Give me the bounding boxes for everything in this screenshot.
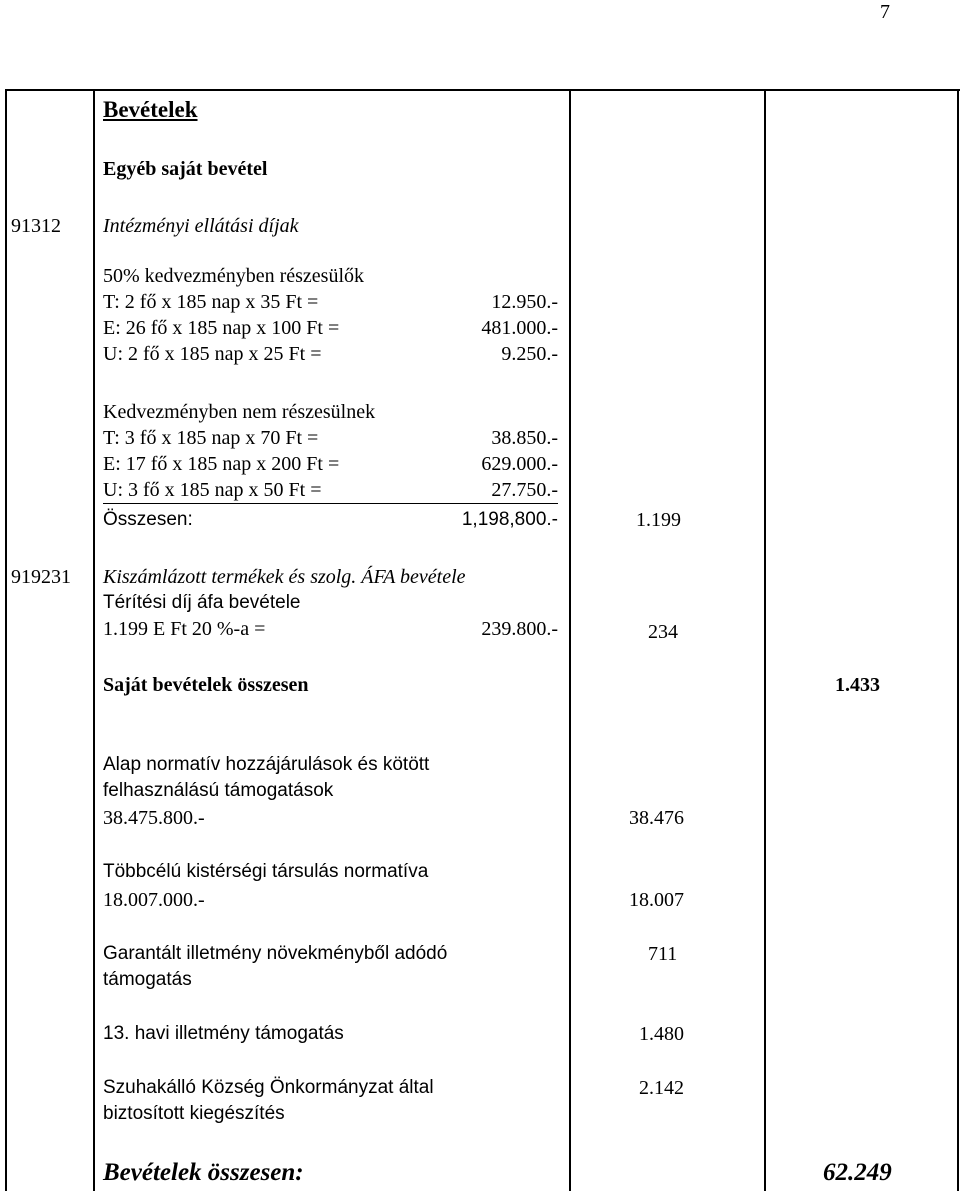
- discount-row-label: T: 2 fő x 185 nap x 35 Ft =: [103, 291, 319, 313]
- month13-label: 13. havi illetmény támogatás: [103, 1023, 344, 1044]
- total-thousand-ft: 1.199: [636, 509, 681, 531]
- page-number: 7: [880, 1, 890, 23]
- nodiscount-row-value: 27.750.-: [491, 479, 558, 501]
- discount-row-label: U: 2 fő x 185 nap x 25 Ft =: [103, 343, 322, 365]
- sum-underline: [103, 503, 558, 504]
- guaranteed-line-1: Garantált illetmény növekményből adódó: [103, 943, 448, 964]
- section-title: Bevételek: [103, 97, 198, 122]
- subregion-amount: 18.007.000.-: [103, 889, 205, 911]
- discount-row-value: 481.000.-: [481, 317, 558, 339]
- column-divider-1: [93, 91, 95, 1191]
- discount-row-value: 12.950.-: [491, 291, 558, 313]
- discount-row-label: E: 26 fő x 185 nap x 100 Ft =: [103, 317, 340, 339]
- nodiscount-heading: Kedvezményben nem részesülnek: [103, 401, 376, 423]
- code-91312: 91312: [11, 215, 61, 237]
- total-value: 1,198,800.-: [461, 509, 558, 530]
- total-label: Összesen:: [103, 509, 193, 530]
- municipality-line-1: Szuhakálló Község Önkormányzat által: [103, 1077, 434, 1098]
- item-title-vat-revenue: Kiszámlázott termékek és szolg. ÁFA bevétele: [103, 566, 466, 588]
- nodiscount-row-label: T: 3 fő x 185 nap x 70 Ft =: [103, 427, 319, 449]
- nodiscount-row-label: U: 3 fő x 185 nap x 50 Ft =: [103, 479, 322, 501]
- subregion-thousand-ft: 18.007: [629, 889, 684, 911]
- nodiscount-row-value: 629.000.-: [481, 453, 558, 475]
- table-top-border: [5, 89, 960, 91]
- code-919231: 919231: [11, 566, 71, 588]
- normative-line-2: felhasználású támogatások: [103, 780, 334, 801]
- column-divider-2: [569, 91, 571, 1191]
- normative-amount: 38.475.800.-: [103, 807, 205, 829]
- own-revenue-total-label: Saját bevételek összesen: [103, 674, 309, 696]
- month13-thousand-ft: 1.480: [639, 1023, 684, 1045]
- nodiscount-row-label: E: 17 fő x 185 nap x 200 Ft =: [103, 453, 340, 475]
- vat-calc-value: 239.800.-: [481, 618, 558, 640]
- own-revenue-total-value: 1.433: [835, 674, 880, 696]
- municipality-line-2: biztosított kiegészítés: [103, 1103, 285, 1124]
- discount-heading: 50% kedvezményben részesülők: [103, 265, 365, 287]
- nodiscount-row-value: 38.850.-: [491, 427, 558, 449]
- subregion-line-1: Többcélú kistérségi társulás normatíva: [103, 861, 429, 882]
- normative-line-1: Alap normatív hozzájárulások és kötött: [103, 754, 430, 775]
- item-subtitle-fee-vat: Térítési díj áfa bevétele: [103, 592, 301, 613]
- municipality-thousand-ft: 2.142: [639, 1077, 684, 1099]
- guaranteed-line-2: támogatás: [103, 969, 192, 990]
- vat-thousand-ft: 234: [648, 621, 678, 643]
- table-border-left: [5, 91, 7, 1191]
- guaranteed-thousand-ft: 711: [648, 943, 678, 965]
- column-divider-3: [764, 91, 766, 1191]
- table-border-right: [957, 91, 959, 1191]
- grand-total-value: 62.249: [823, 1159, 892, 1186]
- vat-calc-label: 1.199 E Ft 20 %-a =: [103, 618, 266, 640]
- item-title-institutional-fees: Intézményi ellátási díjak: [103, 215, 299, 237]
- discount-row-value: 9.250.-: [501, 343, 558, 365]
- subsection-title: Egyéb saját bevétel: [103, 158, 268, 180]
- grand-total-label: Bevételek összesen:: [103, 1159, 304, 1186]
- normative-thousand-ft: 38.476: [629, 807, 684, 829]
